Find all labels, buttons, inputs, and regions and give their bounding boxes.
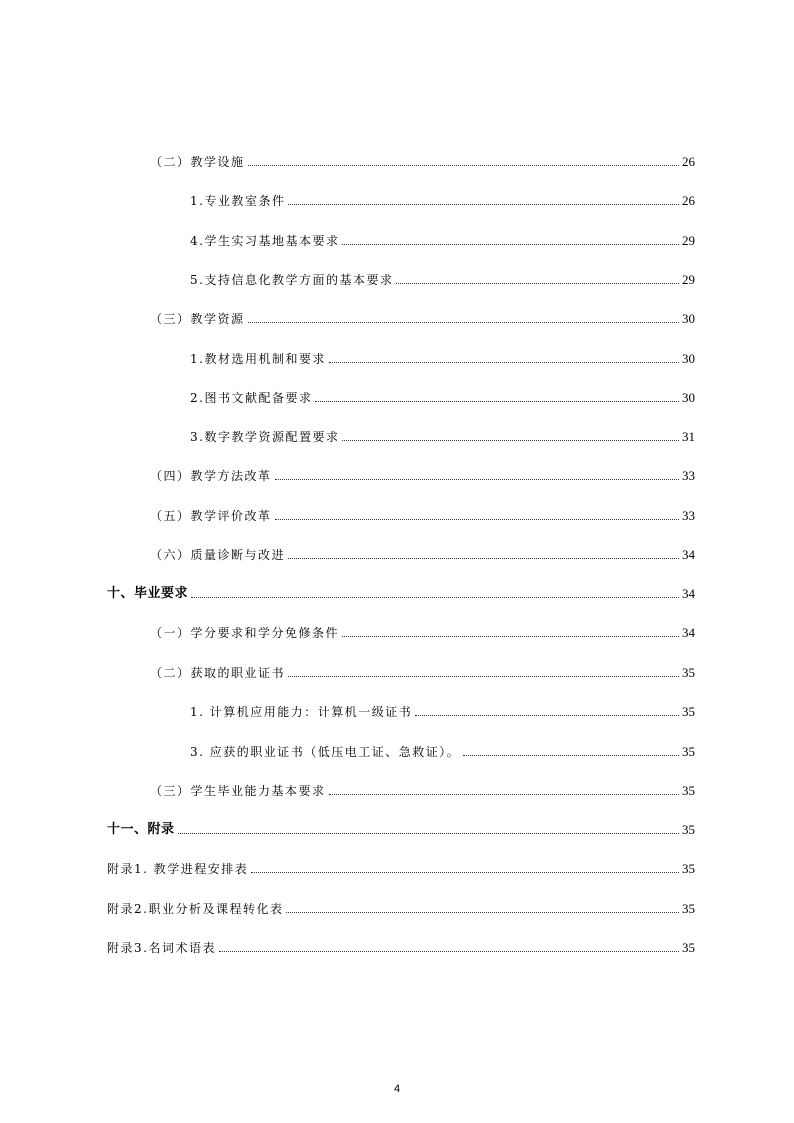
toc-dot-leader bbox=[251, 872, 679, 873]
toc-dot-leader bbox=[342, 244, 679, 245]
toc-entry-appendix[interactable] bbox=[107, 936, 695, 956]
toc-entry-title: （二）获取的职业证书 bbox=[150, 666, 286, 680]
toc-entry[interactable] bbox=[150, 150, 695, 170]
page-number: 4 bbox=[393, 1083, 401, 1095]
toc-entry-page: 30 bbox=[682, 351, 695, 366]
toc-entry-page: 29 bbox=[682, 233, 695, 248]
toc-entry[interactable] bbox=[190, 229, 695, 249]
toc-entry-chapter[interactable] bbox=[107, 818, 695, 838]
toc-entry[interactable] bbox=[190, 425, 695, 445]
toc-entry-page: 35 bbox=[682, 822, 695, 837]
toc-entry[interactable] bbox=[150, 464, 695, 484]
toc-entry-title: 3. 应获的职业证书（低压电工证、急救证）。 bbox=[190, 745, 461, 759]
toc-entry[interactable] bbox=[190, 700, 695, 720]
toc-entry-title: （五）教学评价改革 bbox=[150, 509, 272, 523]
toc-entry-page: 34 bbox=[682, 625, 695, 640]
toc-entry-chapter[interactable] bbox=[107, 582, 695, 602]
toc-entry-title: 1.专业教室条件 bbox=[190, 194, 286, 208]
toc-entry-title: （一）学分要求和学分免修条件 bbox=[150, 626, 340, 640]
toc-entry-page: 33 bbox=[682, 468, 695, 483]
toc-entry-title: 3.数字教学资源配置要求 bbox=[190, 430, 340, 444]
toc-entry-page: 35 bbox=[682, 861, 695, 876]
toc-dot-leader bbox=[288, 676, 679, 677]
toc-dot-leader bbox=[396, 283, 679, 284]
toc-entry[interactable] bbox=[150, 779, 695, 799]
toc-dot-leader bbox=[288, 204, 679, 205]
toc-dot-leader bbox=[415, 715, 679, 716]
toc-entry-page: 26 bbox=[682, 154, 695, 169]
toc-entry-appendix[interactable] bbox=[107, 897, 695, 917]
toc-entry[interactable] bbox=[150, 621, 695, 641]
toc-dot-leader bbox=[248, 165, 679, 166]
toc-entry-page: 30 bbox=[682, 390, 695, 405]
toc-entry-page: 35 bbox=[682, 704, 695, 719]
toc-entry-page: 35 bbox=[682, 665, 695, 680]
toc-dot-leader bbox=[329, 794, 679, 795]
toc-entry-title: 附录2.职业分析及课程转化表 bbox=[107, 902, 284, 916]
toc-dot-leader bbox=[463, 755, 679, 756]
toc-entry-title: 4.学生实习基地基本要求 bbox=[190, 234, 340, 248]
toc-entry-title: 2.图书文献配备要求 bbox=[190, 391, 313, 405]
toc-entry-title: 5.支持信息化教学方面的基本要求 bbox=[190, 273, 394, 287]
toc-entry-title: （三）学生毕业能力基本要求 bbox=[150, 784, 326, 798]
toc-entry[interactable] bbox=[150, 504, 695, 524]
toc-entry-title: 十一、附录 bbox=[107, 822, 175, 837]
toc-entry-page: 34 bbox=[682, 547, 695, 562]
toc-entry-title: 附录3.名词术语表 bbox=[107, 941, 216, 955]
toc-entry-title: 1.教材选用机制和要求 bbox=[190, 352, 326, 366]
toc-entry-page: 34 bbox=[682, 586, 695, 601]
toc-entry-title: 十、毕业要求 bbox=[107, 586, 189, 601]
toc-dot-leader bbox=[342, 440, 679, 441]
toc-entry[interactable] bbox=[190, 268, 695, 288]
toc-entry-page: 30 bbox=[682, 311, 695, 326]
toc-dot-leader bbox=[329, 362, 679, 363]
toc-entry[interactable] bbox=[150, 543, 695, 563]
toc-entry-page: 29 bbox=[682, 272, 695, 287]
toc-entry[interactable] bbox=[150, 307, 695, 327]
toc-entry-title: （三）教学资源 bbox=[150, 312, 245, 326]
toc-entry-page: 35 bbox=[682, 783, 695, 798]
toc-dot-leader bbox=[315, 401, 679, 402]
toc-dot-leader bbox=[342, 636, 679, 637]
toc-dot-leader bbox=[275, 519, 679, 520]
toc-dot-leader bbox=[178, 833, 679, 834]
toc-entry[interactable] bbox=[190, 189, 695, 209]
toc-dot-leader bbox=[286, 912, 679, 913]
toc-dot-leader bbox=[288, 558, 679, 559]
toc-dot-leader bbox=[275, 479, 679, 480]
toc-entry-page: 35 bbox=[682, 744, 695, 759]
toc-entry-title: （六）质量诊断与改进 bbox=[150, 548, 286, 562]
toc-entry[interactable] bbox=[150, 661, 695, 681]
toc-entry[interactable] bbox=[190, 386, 695, 406]
toc-entry-title: （四）教学方法改革 bbox=[150, 469, 272, 483]
toc-entry-page: 35 bbox=[682, 901, 695, 916]
toc-dot-leader bbox=[219, 951, 679, 952]
toc-entry[interactable] bbox=[190, 347, 695, 367]
toc-entry-title: 附录1. 教学进程安排表 bbox=[107, 862, 249, 876]
toc-entry-title: 1. 计算机应用能力：计算机一级证书 bbox=[190, 705, 413, 719]
toc-entry[interactable] bbox=[190, 740, 695, 760]
toc-entry-page: 26 bbox=[682, 193, 695, 208]
toc-entry-page: 33 bbox=[682, 508, 695, 523]
toc-entry-page: 35 bbox=[682, 940, 695, 955]
toc-dot-leader bbox=[248, 322, 679, 323]
toc-dot-leader bbox=[191, 597, 679, 598]
toc-entry-title: （二）教学设施 bbox=[150, 155, 245, 169]
toc-entry-page: 31 bbox=[682, 429, 695, 444]
toc-entry-appendix[interactable] bbox=[107, 857, 695, 877]
